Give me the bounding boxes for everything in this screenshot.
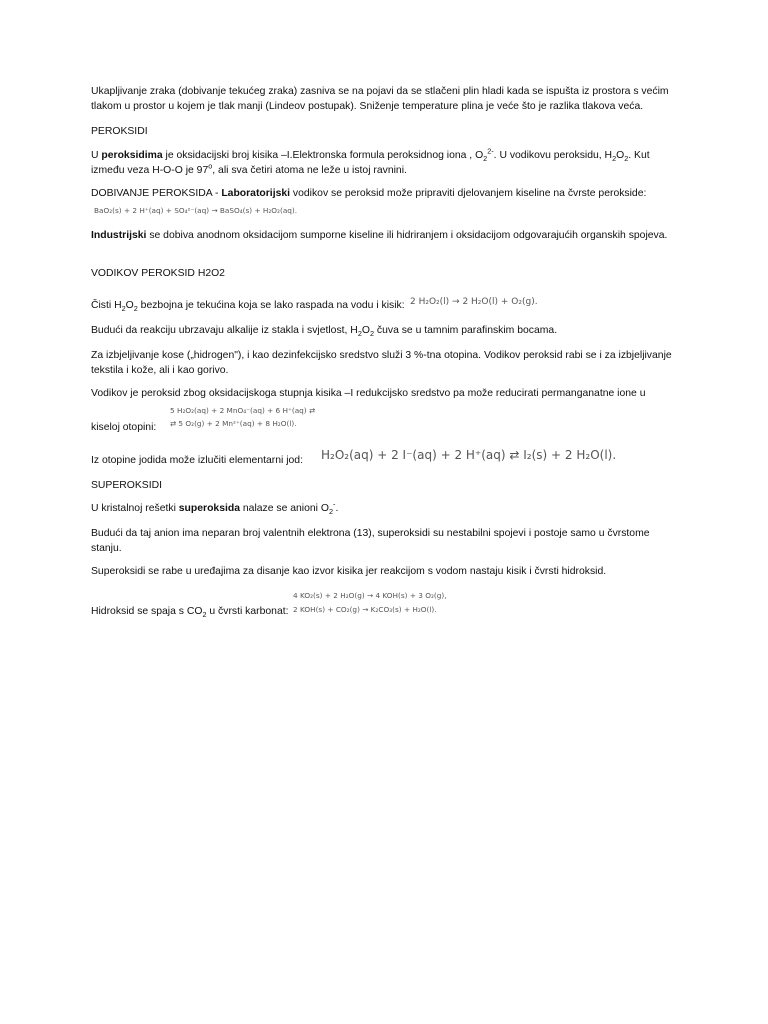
heading-superoksidi: SUPEROKSIDI [91,480,163,491]
text: O [125,300,134,311]
equation-permanganate-line-1: 5 H₂O₂(aq) + 2 MnO₄⁻(aq) + 6 H⁺(aq) ⇄ [170,406,316,415]
vodikov-paragraph-4: Vodikov je peroksid zbog oksidacijskoga stupnja kisika –I redukcijsko sredstvo pa može reducirati permanganatne ione u [91,388,646,399]
equation-iodide: H₂O₂(aq) + 2 I⁻(aq) + 2 H⁺(aq) ⇄ I₂(s) + 2 H₂O(l). [321,448,617,462]
bold-term: superoksida [178,503,240,514]
superscript: o [208,161,213,171]
bold-term: Laboratorijski [221,188,291,199]
vodikov-paragraph-4-cont: kiseloj otopini: [91,422,157,433]
industrijski-paragraph [91,228,681,243]
text: vodikov se peroksid može pripraviti djelovanjem kiseline na čvrste perokside: [290,188,647,199]
subscript: 2 [483,154,488,164]
vodikov-paragraph-3: Za izbjeljivanje kose („hidrogen"), i kao dezinfekcijsko sredstvo služi 3 %-tna otopina. Vodikov peroksid rabi se i za izbjeljivanje tekstila i kože, ali i kao gorivo. [91,350,672,376]
text: Budući da reakciju ubrzavaju alkalije iz stakla i svjetlost, H [91,325,358,336]
dobivanje-paragraph [91,186,681,201]
heading-vodikov-peroksid: VODIKOV PEROKSID H2O2 [91,268,225,279]
text: O [616,150,625,161]
subscript: 2 [121,304,126,314]
text: u čvrsti karbonat: [206,606,289,617]
text: nalaze se anioni O [240,503,329,514]
vodikov-paragraph-2 [91,323,681,338]
text: , ali sva četiri atoma ne leže u istoj ravnini. [212,165,407,176]
text: O [361,325,370,336]
text: U kristalnoj rešetki [91,503,179,514]
vodikov-paragraph-5: Iz otopine jodida može izlučiti elementarni jod: [91,455,303,466]
intro-paragraph: Ukapljivanje zraka (dobivanje tekućeg zraka) zasniva se na pojavi da se stlačeni plin hladi kada se ispušta iz prostora s većim tlakom u prostor u kojem je tlak manji (Lindeov postupak). Sniženje temperature plina je veće što je razlika tlakova veća. [91,86,669,112]
heading-dobivanje: DOBIVANJE PEROKSIDA - [91,188,222,199]
text: čuva se u tamnim parafinskim bocama. [374,325,558,336]
text: je oksidacijski broj kisika –I.Elektronska formula peroksidnog iona , O [162,150,484,161]
subscript: 2 [369,329,375,339]
text: se dobiva anodnom oksidacijom sumporne kiseline ili hidriranjem i oksidacijom odgovarajućih organskih spojeva. [146,230,668,241]
vodikov-paragraph-1 [91,298,681,313]
superoksidi-paragraph-3: Superoksidi se rabe u uređajima za disanje kao izvor kisika jer reakcijom s vodom nastaju kisik i čvrsti hidroksid. [91,566,607,577]
subscript: 2 [612,154,617,164]
subscript: 2 [202,610,207,620]
text: . U vodikovu peroksidu, H [493,150,613,161]
subscript: 2 [357,329,362,339]
superscript: 2- [487,146,494,156]
equation-permanganate-line-2: ⇄ 5 O₂(g) + 2 Mn²⁺(aq) + 8 H₂O(l). [170,419,297,428]
text: U [91,150,102,161]
superoksidi-paragraph-2: Budući da taj anion ima neparan broj valentnih elektrona (13), superoksidi su nestabilni spojevi i postoje samo u čvrstome stanju. [91,528,650,554]
peroksidi-paragraph [91,148,681,178]
text: Čisti H [91,300,122,311]
equation-koh: 2 KOH(s) + CO₂(g) → K₂CO₃(s) + H₂O(l). [293,605,437,614]
subscript: 2 [328,507,334,517]
equation-bao2: BaO₂(s) + 2 H⁺(aq) + SO₄²⁻(aq) → BaSO₄(s) + H₂O₂(aq). [94,206,298,215]
subscript: 2 [133,304,138,314]
equation-h2o2-decomposition: 2 H₂O₂(l) → 2 H₂O(l) + O₂(g). [410,297,538,307]
bold-term: peroksidima [101,150,163,161]
text: Hidroksid se spaja s CO [91,606,203,617]
subscript: 2 [624,154,629,164]
superoksidi-paragraph-1 [91,501,681,516]
equation-ko2: 4 KO₂(s) + 2 H₂O(g) → 4 KOH(s) + 3 O₂(g), [293,591,447,600]
superoksidi-paragraph-4 [91,604,289,619]
text: . Kut između veza H-O-O je 97 [91,150,650,176]
bold-term: Industrijski [91,230,147,241]
superscript: - [333,499,336,509]
heading-peroksidi: PEROKSIDI [91,126,148,137]
text: bezbojna je tekućina koja se lako raspada na vodu i kisik: [137,300,405,311]
text: . [335,503,339,514]
